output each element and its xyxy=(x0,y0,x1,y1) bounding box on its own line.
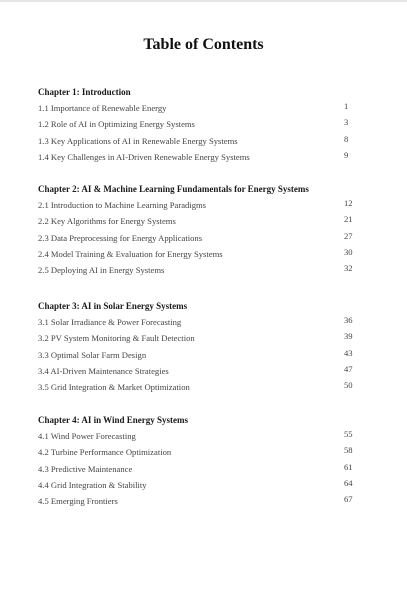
chapter-heading[interactable]: Chapter 4: AI in Wind Energy Systems xyxy=(38,415,189,425)
toc-entry[interactable] xyxy=(38,197,358,213)
entry-label: 3.2 PV System Monitoring & Fault Detection xyxy=(38,333,195,344)
entry-label: 4.5 Emerging Frontiers xyxy=(38,496,118,507)
page-number: 9 xyxy=(344,149,349,160)
toc-entry[interactable] xyxy=(38,347,358,363)
chapter-heading[interactable]: Chapter 2: AI & Machine Learning Fundamentals for Energy Systems xyxy=(38,184,309,194)
page-number: 43 xyxy=(344,347,353,358)
toc-entry[interactable] xyxy=(38,363,358,379)
entry-label: 2.3 Data Preprocessing for Energy Applications xyxy=(38,232,203,243)
toc-entry[interactable] xyxy=(38,461,358,477)
toc-entry[interactable] xyxy=(38,149,358,165)
page-number: 8 xyxy=(344,133,349,144)
page-number: 12 xyxy=(344,198,353,208)
page-number: 36 xyxy=(344,315,353,325)
toc-entry[interactable] xyxy=(38,330,358,346)
toc-entry[interactable] xyxy=(38,246,358,262)
toc-entry[interactable] xyxy=(38,262,358,278)
page-number: 27 xyxy=(344,230,353,241)
toc-entry[interactable] xyxy=(38,428,358,444)
page-number: 30 xyxy=(344,246,353,257)
entry-label: 1.1 Importance of Renewable Energy xyxy=(38,103,167,113)
page-number: 55 xyxy=(344,429,353,439)
chapter-4-section xyxy=(38,412,358,509)
entry-label: 1.3 Key Applications of AI in Renewable Energy Systems xyxy=(38,135,238,146)
chapter-1-section xyxy=(38,84,358,165)
entry-label: 1.2 Role of AI in Optimizing Energy Systems xyxy=(38,119,195,130)
page-number: 50 xyxy=(344,380,353,391)
page-number: 58 xyxy=(344,445,353,456)
page-number: 39 xyxy=(344,331,353,342)
entry-label: 2.4 Model Training & Evaluation for Energy Systems xyxy=(38,248,223,259)
entry-label: 3.3 Optimal Solar Farm Design xyxy=(38,349,147,360)
page-number: 47 xyxy=(344,363,353,374)
toc-entry[interactable] xyxy=(38,493,358,509)
entry-label: 4.1 Wind Power Forecasting xyxy=(38,431,136,441)
entry-label: 4.4 Grid Integration & Stability xyxy=(38,479,147,490)
page-number: 67 xyxy=(344,494,353,505)
chapter-3-section xyxy=(38,298,358,395)
page-number: 3 xyxy=(344,117,349,128)
entry-label: 3.1 Solar Irradiance & Power Forecasting xyxy=(38,317,182,327)
top-divider xyxy=(0,0,407,2)
entry-label: 4.3 Predictive Maintenance xyxy=(38,463,133,474)
toc-entry[interactable] xyxy=(38,379,358,395)
toc-entry[interactable] xyxy=(38,314,358,330)
page-number: 32 xyxy=(344,263,353,274)
toc-entry[interactable] xyxy=(38,230,358,246)
entry-label: 2.5 Deploying AI in Energy Systems xyxy=(38,265,165,276)
chapter-heading[interactable]: Chapter 1: Introduction xyxy=(38,87,131,97)
chapter-2-section xyxy=(38,181,358,278)
toc-entry[interactable] xyxy=(38,100,358,116)
page-title: Table of Contents xyxy=(143,36,264,53)
entry-label: 1.4 Key Challenges in AI-Driven Renewable Energy Systems xyxy=(38,151,250,162)
toc-entry[interactable] xyxy=(38,444,358,460)
page-number: 1 xyxy=(344,101,349,111)
toc-entry[interactable] xyxy=(38,133,358,149)
entry-label: 3.4 AI-Driven Maintenance Strategies xyxy=(38,365,169,376)
entry-label: 2.1 Introduction to Machine Learning Paradigms xyxy=(38,200,207,210)
entry-label: 3.5 Grid Integration & Market Optimization xyxy=(38,382,190,393)
entry-label: 4.2 Turbine Performance Optimization xyxy=(38,447,172,458)
page-number: 64 xyxy=(344,477,353,488)
chapter-heading[interactable]: Chapter 3: AI in Solar Energy Systems xyxy=(38,301,188,311)
toc-entry[interactable] xyxy=(38,213,358,229)
toc-entry[interactable] xyxy=(38,116,358,132)
entry-label: 2.2 Key Algorithms for Energy Systems xyxy=(38,216,176,227)
page-number: 21 xyxy=(344,214,353,225)
toc-entry[interactable] xyxy=(38,477,358,493)
page-number: 61 xyxy=(344,461,353,472)
